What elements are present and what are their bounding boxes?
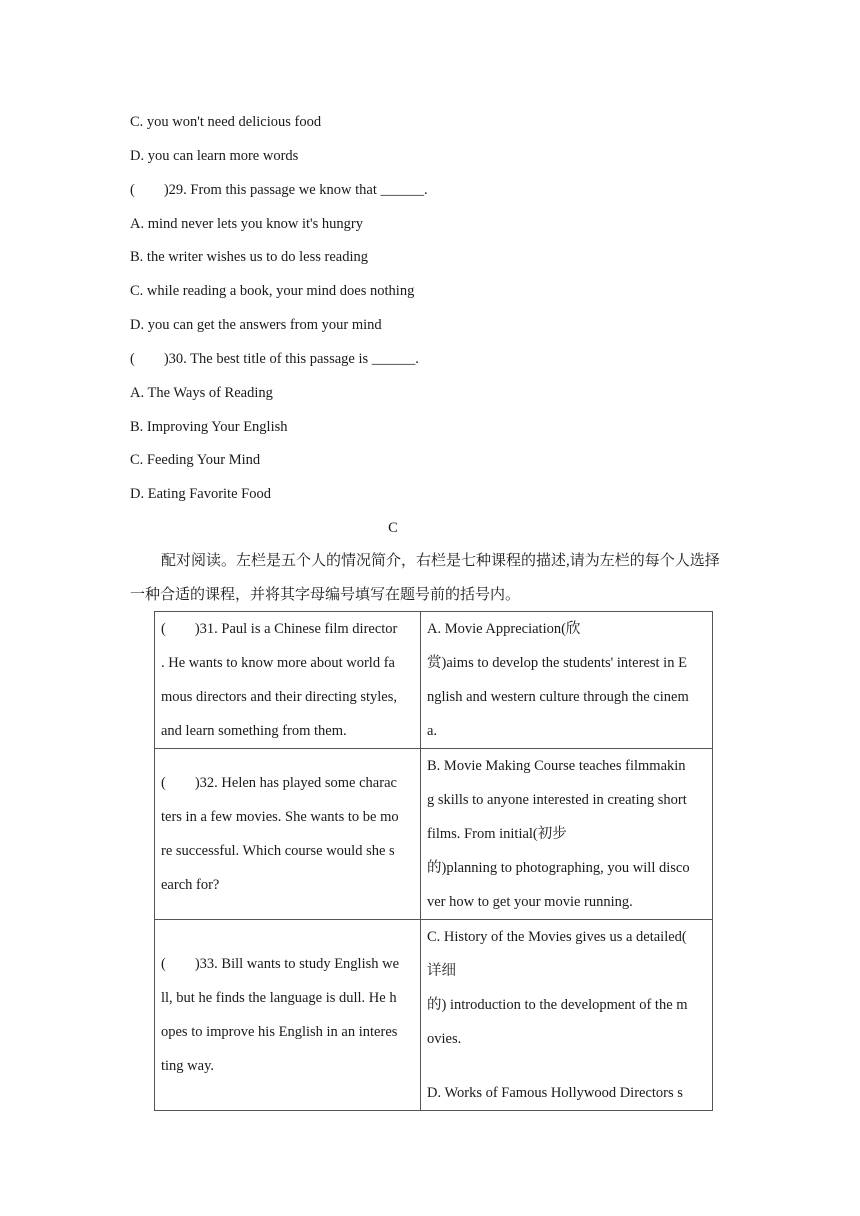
cell-text: ver how to get your movie running. [427,894,633,910]
question-29: ( )29. From this passage we know that ______. [130,182,428,198]
instructions-line-2: 一种合适的课程，并将其字母编号填写在题号前的括号内。 [130,587,521,603]
cell-text: 赏)aims to develop the students' interest in E [427,655,687,671]
option-c-29: C. while reading a book, your mind does nothing [130,283,415,299]
option-a-30: A. The Ways of Reading [130,385,273,401]
spacer [427,1056,706,1076]
cell-text: ( )31. Paul is a Chinese film director [161,621,398,637]
course-cell-b [421,749,713,920]
cell-text: opes to improve his English in an interes [161,1024,398,1040]
matching-table [154,611,713,1111]
course-cell-c-d [421,920,713,1111]
table-row [155,612,713,749]
table-row [155,920,713,1111]
cell-text: films. From initial(初步 [427,826,567,842]
option-c-30: C. Feeding Your Mind [130,452,261,468]
option-a-29: A. mind never lets you know it's hungry [130,216,363,232]
option-b-29: B. the writer wishes us to do less reading [130,249,369,265]
cell-text: ters in a few movies. She wants to be mo [161,809,399,825]
cell-text: 的)planning to photographing, you will disco [427,860,690,876]
person-cell-33 [155,920,421,1111]
option-b-30: B. Improving Your English [130,419,288,435]
table-row [155,749,713,920]
cell-text: ll, but he finds the language is dull. He h [161,990,397,1006]
cell-text: 详细 [427,963,456,979]
cell-text: ( )33. Bill wants to study English we [161,956,400,972]
instructions-line-1: 配对阅读。左栏是五个人的情况简介，右栏是七种课程的描述,请为左栏的每个人选择 [161,553,720,569]
option-d-28: D. you can learn more words [130,148,299,164]
section-heading: C [388,520,398,536]
course-cell-a [421,612,713,749]
cell-text: a. [427,723,438,739]
cell-text: ovies. [427,1031,462,1047]
cell-text: earch for? [161,877,220,893]
cell-text: re successful. Which course would she s [161,843,395,859]
cell-text: D. Works of Famous Hollywood Directors s [427,1085,683,1101]
cell-text: A. Movie Appreciation(欣 [427,621,581,637]
cell-text: mous directors and their directing styles, [161,689,397,705]
cell-text: B. Movie Making Course teaches filmmakin [427,758,686,774]
cell-text: g skills to anyone interested in creating short [427,792,687,808]
cell-text: 的) introduction to the development of the m [427,997,688,1013]
option-d-29: D. you can get the answers from your mind [130,317,382,333]
cell-text: ( )32. Helen has played some charac [161,775,397,791]
question-30: ( )30. The best title of this passage is ______. [130,351,419,367]
cell-text: and learn something from them. [161,723,347,739]
option-d-30: D. Eating Favorite Food [130,486,271,502]
cell-text: ting way. [161,1058,215,1074]
person-cell-31 [155,612,421,749]
cell-text: . He wants to know more about world fa [161,655,395,671]
cell-text: C. History of the Movies gives us a detailed( [427,929,687,945]
cell-text: nglish and western culture through the cinem [427,689,689,705]
option-c-28: C. you won't need delicious food [130,114,322,130]
person-cell-32 [155,749,421,920]
